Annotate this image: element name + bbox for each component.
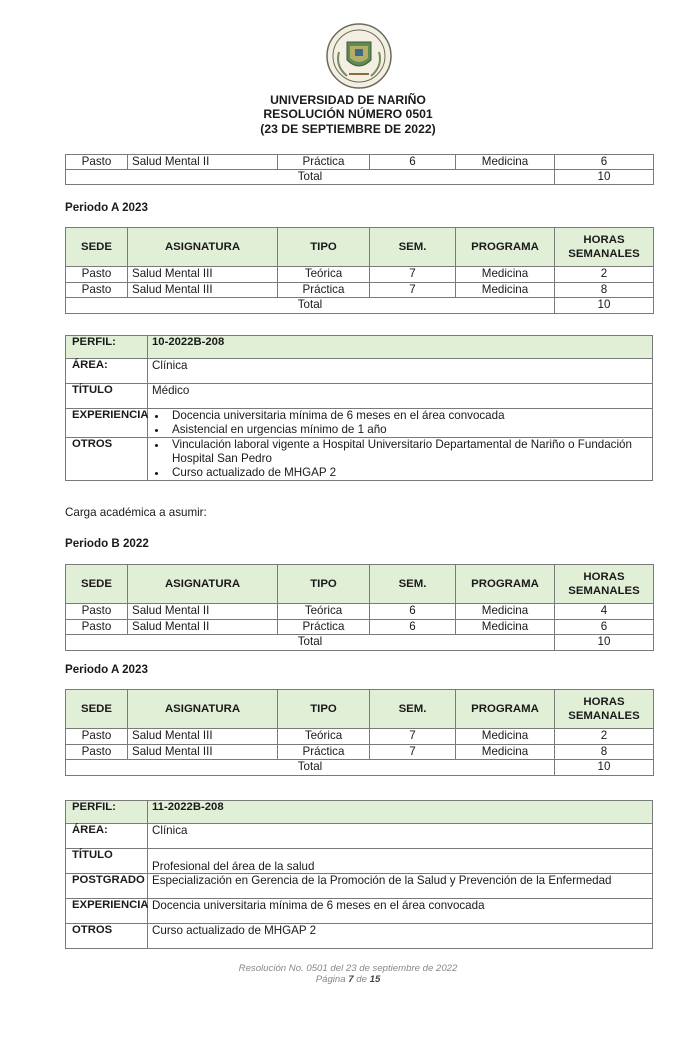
cell-horas: 8: [555, 282, 654, 298]
cell-asignatura: Salud Mental II: [128, 604, 278, 620]
cell-tipo: Práctica: [278, 155, 370, 170]
perfil-value: 10-2022B-208: [148, 336, 653, 359]
cell-tipo: Práctica: [278, 619, 370, 635]
perfil-label: PERFIL:: [66, 801, 148, 824]
footer-page-total: 15: [369, 974, 381, 985]
cell-sede: Pasto: [66, 604, 128, 620]
footer-resolution-prefix: Resolución No.: [238, 963, 304, 974]
total-row: [66, 298, 654, 314]
col-header-programa: PROGRAMA: [456, 690, 555, 729]
cell-tipo: Teórica: [278, 729, 370, 745]
otros-list-cell: [148, 438, 653, 481]
postgrado-value: Especialización en Gerencia de la Promoción de la Salud y Prevención de la Enfermedad: [148, 874, 653, 899]
cell-sem: 7: [370, 282, 456, 298]
cell-horas: 6: [555, 155, 654, 170]
cell-programa: Medicina: [456, 744, 555, 760]
cell-sede: Pasto: [66, 267, 128, 283]
experiencia-value: Docencia universitaria mínima de 6 meses en el área convocada: [148, 899, 653, 924]
footer-page-prefix: Página: [315, 974, 346, 985]
cell-programa: Medicina: [456, 604, 555, 620]
cell-sede: Pasto: [66, 155, 128, 170]
cell-sem: 7: [370, 267, 456, 283]
cell-sem: 7: [370, 729, 456, 745]
resolution-date: (23 DE SEPTIEMBRE DE 2022): [260, 121, 436, 136]
footer-page-num: 7: [348, 974, 354, 985]
col-header-tipo: TIPO: [278, 228, 370, 267]
experiencia-list: [152, 409, 648, 437]
cell-tipo: Práctica: [278, 744, 370, 760]
cell-horas: 6: [555, 619, 654, 635]
col-header-sem: SEM.: [370, 228, 456, 267]
cell-sede: Pasto: [66, 619, 128, 635]
titulo-row: [66, 384, 653, 409]
total-label: Total: [66, 298, 555, 314]
col-header-sede: SEDE: [66, 690, 128, 729]
cell-horas: 2: [555, 267, 654, 283]
university-seal-icon: [325, 22, 393, 90]
footer-page-number: [0, 974, 696, 985]
col-header-sede: SEDE: [66, 565, 128, 604]
page-footer: [0, 963, 696, 985]
col-header-tipo: TIPO: [278, 690, 370, 729]
otros-row: [66, 924, 653, 949]
area-row: [66, 824, 653, 849]
total-value: 10: [555, 170, 654, 185]
titulo-value: Profesional del área de la salud: [148, 849, 653, 874]
list-item: • Curso actualizado de MHGAP 2: [168, 466, 648, 480]
footer-page-of: de: [356, 974, 367, 985]
cell-tipo: Práctica: [278, 282, 370, 298]
cell-horas: 8: [555, 744, 654, 760]
cell-sem: 6: [370, 604, 456, 620]
col-header-sem: SEM.: [370, 690, 456, 729]
list-item: • Vinculación laboral vigente a Hospital Universitario Departamental de Nariño o Fundación Hospital San Pedro: [168, 438, 648, 466]
cell-asignatura: Salud Mental III: [128, 729, 278, 745]
list-item: • Docencia universitaria mínima de 6 meses en el área convocada: [168, 409, 648, 423]
col-header-horas: HORAS SEMANALES: [555, 690, 654, 729]
area-value: Clínica: [148, 824, 653, 849]
perfil-table: [65, 335, 653, 481]
schedule-table: [65, 227, 654, 314]
cell-asignatura: Salud Mental III: [128, 282, 278, 298]
otros-label: OTROS: [66, 438, 148, 481]
carga-text: Carga académica a asumir:: [65, 506, 207, 519]
perfil-value: 11-2022B-208: [148, 801, 653, 824]
cell-tipo: Teórica: [278, 267, 370, 283]
cell-asignatura: Salud Mental III: [128, 267, 278, 283]
postgrado-label: POSTGRADO: [66, 874, 148, 899]
area-value: Clínica: [148, 359, 653, 384]
list-item: • Asistencial en urgencias mínimo de 1 año: [168, 423, 648, 437]
col-header-asignatura: ASIGNATURA: [128, 565, 278, 604]
table-header-row: [66, 565, 654, 604]
cell-sem: 7: [370, 744, 456, 760]
table-row: [66, 604, 654, 620]
cell-programa: Medicina: [456, 619, 555, 635]
total-row: [66, 635, 654, 651]
cell-horas: 2: [555, 729, 654, 745]
otros-row: [66, 438, 653, 481]
col-header-tipo: TIPO: [278, 565, 370, 604]
col-header-sem: SEM.: [370, 565, 456, 604]
table-row: [66, 744, 654, 760]
otros-label: OTROS: [66, 924, 148, 949]
cell-sede: Pasto: [66, 729, 128, 745]
total-label: Total: [66, 170, 555, 185]
otros-list: [152, 438, 648, 480]
area-label: ÁREA:: [66, 359, 148, 384]
section-heading: Periodo B 2022: [65, 537, 149, 550]
section-heading: Periodo A 2023: [65, 663, 148, 676]
cell-sede: Pasto: [66, 282, 128, 298]
table-row: [66, 282, 654, 298]
cell-sem: 6: [370, 619, 456, 635]
col-header-sede: SEDE: [66, 228, 128, 267]
cell-tipo: Teórica: [278, 604, 370, 620]
section-heading: Periodo A 2023: [65, 201, 148, 214]
total-value: 10: [555, 760, 654, 776]
schedule-table: [65, 564, 654, 651]
cell-asignatura: Salud Mental II: [128, 619, 278, 635]
footer-resolution-rest: 0501 del 23 de septiembre de 2022: [306, 963, 458, 974]
cell-programa: Medicina: [456, 282, 555, 298]
postgrado-row: [66, 874, 653, 899]
perfil-label: PERFIL:: [66, 336, 148, 359]
cell-programa: Medicina: [456, 267, 555, 283]
titulo-value: Médico: [148, 384, 653, 409]
experiencia-label: EXPERIENCIA: [66, 409, 148, 438]
perfil-table: [65, 800, 653, 949]
cell-asignatura: Salud Mental III: [128, 744, 278, 760]
otros-value: Curso actualizado de MHGAP 2: [148, 924, 653, 949]
schedule-table: [65, 689, 654, 776]
area-label: ÁREA:: [66, 824, 148, 849]
continuation-table: [65, 154, 654, 185]
cell-programa: Medicina: [456, 729, 555, 745]
table-row: [66, 155, 654, 170]
perfil-row: [66, 336, 653, 359]
cell-horas: 4: [555, 604, 654, 620]
perfil-row: [66, 801, 653, 824]
titulo-label: TÍTULO: [66, 849, 148, 874]
table-row: [66, 267, 654, 283]
table-header-row: [66, 228, 654, 267]
total-row: [66, 170, 654, 185]
col-header-programa: PROGRAMA: [456, 228, 555, 267]
table-header-row: [66, 690, 654, 729]
total-value: 10: [555, 635, 654, 651]
experiencia-label: EXPERIENCIA: [66, 899, 148, 924]
table-row: [66, 729, 654, 745]
cell-programa: Medicina: [456, 155, 555, 170]
university-title: UNIVERSIDAD DE NARIÑO: [270, 93, 426, 107]
col-header-asignatura: ASIGNATURA: [128, 690, 278, 729]
resolution-title: RESOLUCIÓN NÚMERO 0501: [263, 107, 433, 122]
experiencia-row: [66, 409, 653, 438]
col-header-asignatura: ASIGNATURA: [128, 228, 278, 267]
area-row: [66, 359, 653, 384]
document-header: [0, 93, 696, 136]
experiencia-row: [66, 899, 653, 924]
col-header-horas: HORAS SEMANALES: [555, 565, 654, 604]
titulo-label: TÍTULO: [66, 384, 148, 409]
col-header-horas: HORAS SEMANALES: [555, 228, 654, 267]
footer-resolution: [0, 963, 696, 974]
cell-sede: Pasto: [66, 744, 128, 760]
col-header-programa: PROGRAMA: [456, 565, 555, 604]
titulo-row: [66, 849, 653, 874]
table-row: [66, 619, 654, 635]
cell-asignatura: Salud Mental II: [128, 155, 278, 170]
total-value: 10: [555, 298, 654, 314]
total-label: Total: [66, 760, 555, 776]
experiencia-list-cell: [148, 409, 653, 438]
total-row: [66, 760, 654, 776]
cell-sem: 6: [370, 155, 456, 170]
total-label: Total: [66, 635, 555, 651]
